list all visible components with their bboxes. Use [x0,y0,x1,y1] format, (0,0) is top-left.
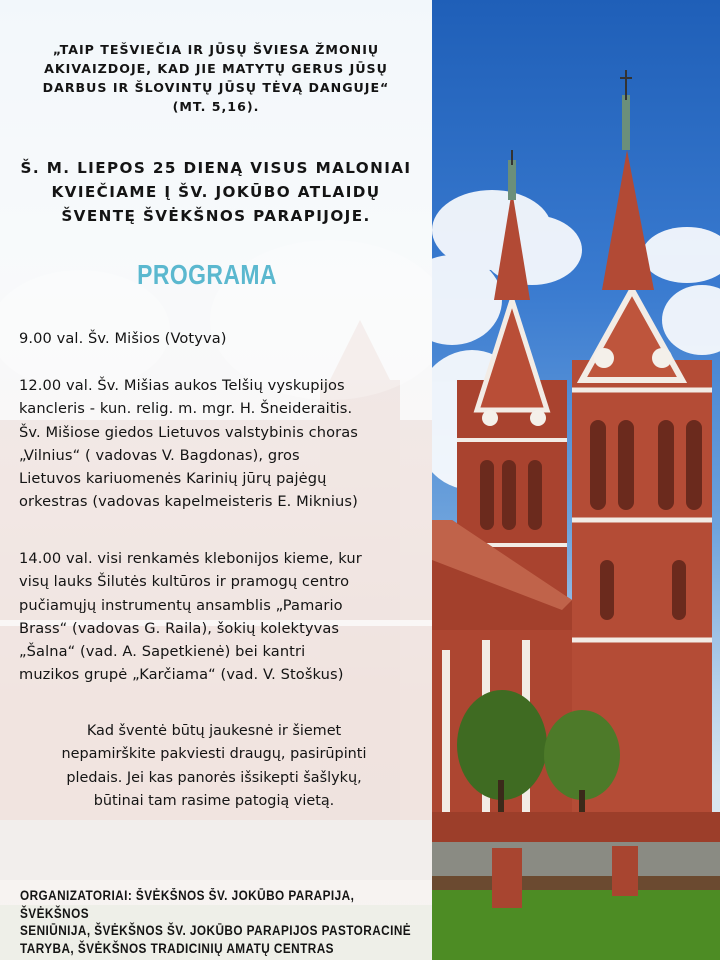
quote-line: DARBUS IR ŠLOVINTŲ JŪSŲ TĖVĄ DANGUJE“ [42,80,390,95]
quote-reference: (MT. 5,16). [172,99,260,114]
organizers-line: TARYBA, ŠVĖKŠNOS TRADICINIŲ AMATŲ CENTRAS [20,940,334,956]
program-line: visų lauks Šilutės kultūros ir pramogų centro [19,573,350,591]
closing-line: nepamirškite pakviesti draugų, pasirūpinti [61,746,367,763]
program-line: pučiamųjų instrumentų ansamblis „Pamario [19,596,343,614]
invitation-heading [10,156,422,228]
quote-line: „TAIP TEŠVIEČIA IR JŪSŲ ŠVIESA ŽMONIŲ [52,42,380,57]
quote-line: AKIVAIZDOJE, KAD JIE MATYTŲ GERUS JŪSŲ [44,61,388,76]
organizers-line: ORGANIZATORIAI: ŠVĖKŠNOS ŠV. JOKŪBO PARAPIJA, ŠVĖKŠNOS [20,888,355,921]
program-line: Lietuvos kariuomenės Karinių jūrų pajėgų [19,470,327,488]
program-line: Brass“ (vadovas G. Raila), šokių kolektyvas [19,619,340,637]
closing-line: būtinai tam rasime patogią vietą. [93,792,335,809]
closing-line: pledais. Jei kas panorės išsikepti šašlykų, [66,769,362,786]
program-line: „Vilnius“ ( vadovas V. Bagdonas), gros [19,446,300,464]
program-line: 12.00 val. Šv. Mišias aukos Telšių vyskupijos [19,377,345,394]
program-line: orkestras (vadovas kapelmeisteris E. Miknius) [19,493,358,511]
invite-line: Š. M. LIEPOS 25 DIENĄ VISUS MALONIAI [20,159,412,177]
program-item-afternoon-concert [19,547,429,687]
program-item-votive-mass [19,327,429,350]
bible-quote [14,40,418,116]
church-photo [432,0,720,960]
program-line: kancleris - kun. relig. m. mgr. H. Šneideraitis. [19,400,353,418]
invite-line: ŠVENTĘ ŠVĖKŠNOS PARAPIJOJE. [61,207,371,225]
program-title: PROGRAMA [137,259,277,290]
program-line: Šv. Mišiose giedos Lietuvos valstybinis choras [19,423,358,441]
invite-line: KVIEČIAME Į ŠV. JOKŪBO ATLAIDŲ [51,183,381,201]
program-line: „Šalna“ (vad. A. Sapetkienė) bei kantri [19,643,306,661]
program-item-noon-mass [19,374,429,514]
closing-line: Kad šventė būtų jaukesnė ir šiemet [86,723,342,739]
program-line: 9.00 val. Šv. Mišios (Votyva) [19,330,227,347]
program-line: muzikos grupė „Karčiama“ (vad. V. Stoškus) [19,666,344,684]
closing-note [14,720,414,813]
organizers-line: SENIŪNIJA, ŠVĖKŠNOS ŠV. JOKŪBO PARAPIJOS PASTORACINĖ [20,923,412,938]
program-line: 14.00 val. visi renkamės klebonijos kieme, kur [19,550,362,567]
organizers [20,887,421,957]
